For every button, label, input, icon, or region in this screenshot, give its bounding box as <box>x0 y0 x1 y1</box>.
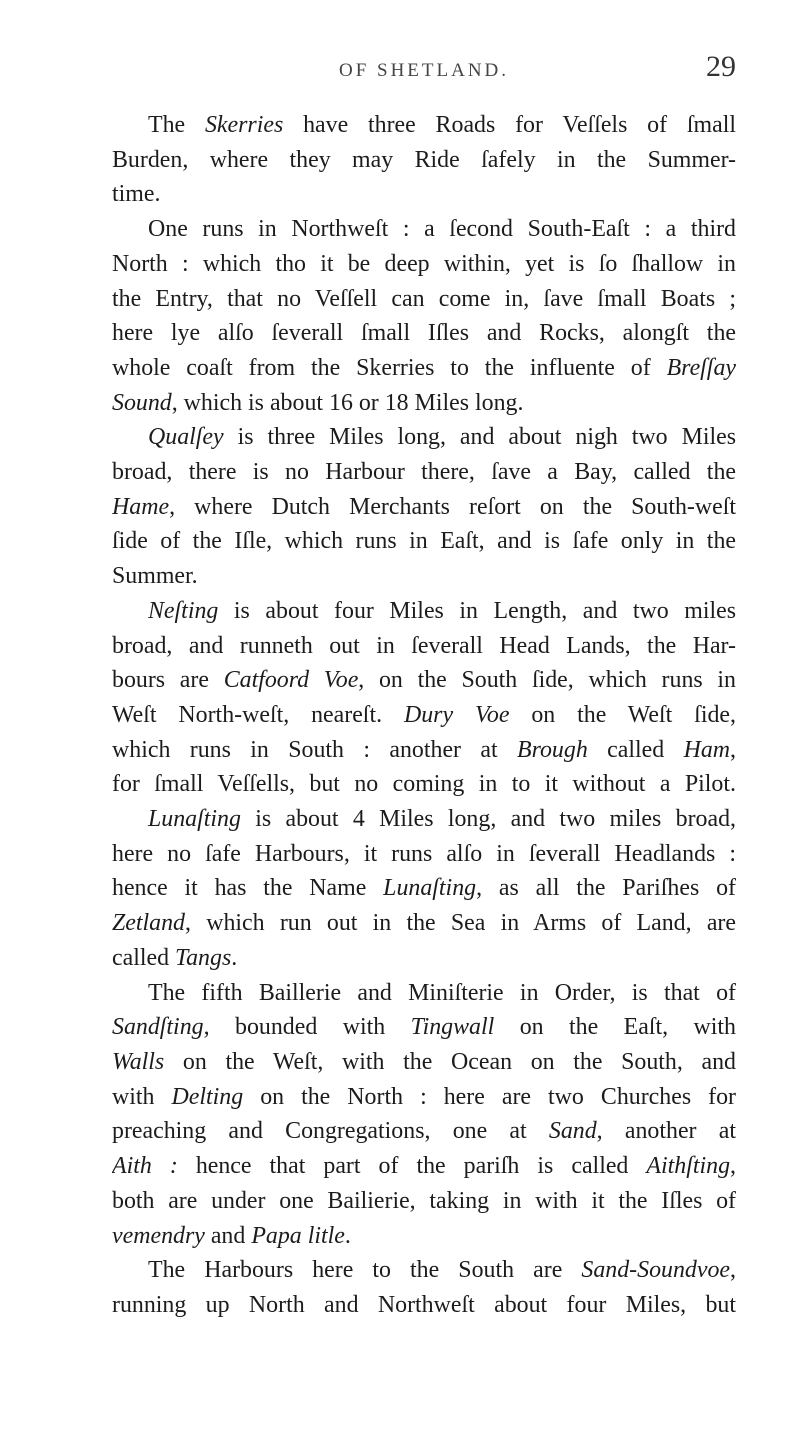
text-run: Burden, where they may Ride ſafely in the Summer- <box>112 146 736 173</box>
text-line <box>112 871 736 906</box>
text-run: , which is about 16 or 18 Miles long. <box>171 389 524 416</box>
text-line <box>112 733 736 768</box>
italic-text: Tingwall <box>410 1014 495 1041</box>
text-line <box>112 316 736 351</box>
text-run: on the Weſt, with the Ocean on the South, and <box>164 1048 736 1075</box>
italic-text: Qualſey <box>148 424 224 451</box>
text-run: . <box>231 944 238 971</box>
text-run: , <box>730 1153 736 1180</box>
text-run: the Entry, that no Veſſell can come in, ſave ſmall Boats ; <box>112 285 736 312</box>
italic-text: Zetland <box>112 910 186 937</box>
italic-text: Neſting <box>148 597 219 624</box>
italic-text: vemendry <box>112 1222 205 1249</box>
text-line <box>112 1114 736 1149</box>
text-line <box>112 524 736 559</box>
body-text <box>112 108 736 1323</box>
text-run: North : which tho it be deep within, yet is ſo ſhallow in <box>112 250 736 277</box>
text-run: , <box>730 1257 736 1284</box>
text-line <box>112 247 736 282</box>
italic-text: Sand <box>548 1118 597 1145</box>
text-run: , on the South ſide, which runs in <box>358 667 736 694</box>
text-line <box>112 837 736 872</box>
italic-text: Papa litle <box>251 1222 345 1249</box>
text-run: for ſmall Veſſells, but no coming in to it without a Pilot. <box>112 771 736 798</box>
italic-text: Lunaſting <box>148 806 241 833</box>
text-run: is about 4 Miles long, and two miles broad, <box>240 806 736 833</box>
text-run: ſide of the Iſle, which runs in Eaſt, and is ſafe only in the <box>112 528 736 555</box>
text-line <box>112 767 736 802</box>
italic-text: Skerries <box>204 112 284 138</box>
text-line <box>112 629 736 664</box>
text-run: hence that part of the pariſh is called <box>177 1153 647 1180</box>
text-line <box>112 1288 736 1323</box>
text-run: Summer. <box>112 563 198 590</box>
italic-text: Aithſting <box>646 1153 731 1180</box>
text-line <box>112 1045 736 1080</box>
text-run: with <box>112 1083 172 1110</box>
text-run: The <box>148 112 205 138</box>
text-run: whole coaſt from the Skerries to the influente of <box>112 354 667 381</box>
text-run: , another at <box>596 1118 736 1145</box>
text-run: both are under one Bailierie, taking in with it the Iſles of <box>112 1187 736 1214</box>
italic-text: Sand-Soundvoe <box>581 1257 731 1284</box>
text-run: have three Roads for Veſſels of ſmall <box>283 112 736 138</box>
italic-text: Aith : <box>112 1153 178 1180</box>
text-line <box>112 1253 736 1288</box>
text-run: on the Eaſt, with <box>494 1014 736 1041</box>
text-line <box>112 1010 736 1045</box>
text-run: hence it has the Name <box>112 875 384 902</box>
italic-text: Hame <box>112 493 170 520</box>
text-run: called <box>112 944 176 971</box>
text-line <box>112 282 736 317</box>
text-run: bours are <box>112 667 224 694</box>
text-run: here no ſafe Harbours, it runs alſo in ſeverall Headlands : <box>112 840 736 867</box>
italic-text: Lunaſting <box>383 875 477 902</box>
text-line <box>112 976 736 1011</box>
text-line <box>112 663 736 698</box>
text-run: , as all the Pariſhes of <box>476 875 736 902</box>
page-number: 29 <box>706 50 736 83</box>
text-line <box>112 386 736 421</box>
italic-text: Dury Voe <box>403 701 510 728</box>
text-run: . <box>344 1222 351 1249</box>
text-run: The Harbours here to the South are <box>148 1257 582 1284</box>
italic-text: Tangs <box>175 944 232 971</box>
text-line <box>112 1080 736 1115</box>
italic-text: Ham <box>683 736 731 763</box>
text-line <box>112 143 736 178</box>
text-line <box>112 559 736 594</box>
text-run: , where Dutch Merchants reſort on the South-weſt <box>169 493 736 520</box>
text-run: broad, there is no Harbour there, ſave a Bay, called the <box>112 459 736 486</box>
text-line <box>112 108 736 143</box>
italic-text: Breſſay <box>666 354 736 381</box>
text-line <box>112 351 736 386</box>
text-run: , which run out in the Sea in Arms of Land, are <box>185 910 736 937</box>
text-run: here lye alſo ſeverall ſmall Iſles and Rocks, alongſt the <box>112 320 736 347</box>
text-run: is three Miles long, and about nigh two Miles <box>223 424 736 451</box>
text-line <box>112 212 736 247</box>
text-run: and <box>204 1222 252 1249</box>
running-head: OF SHETLAND. <box>338 60 510 81</box>
text-run: , bounded with <box>203 1014 411 1041</box>
text-run: on the North : here are two Churches for <box>243 1083 736 1110</box>
text-line <box>112 1219 736 1254</box>
text-run: The fifth Baillerie and Miniſterie in Order, is that of <box>148 979 736 1006</box>
italic-text: Catfoord Voe <box>223 667 359 694</box>
text-line <box>112 1149 736 1184</box>
text-run: called <box>587 736 684 763</box>
italic-text: Walls <box>112 1048 165 1075</box>
text-run: Weſt North-weſt, neareſt. <box>112 701 404 728</box>
text-line <box>112 177 736 212</box>
text-run: which runs in South : another at <box>112 736 517 763</box>
text-run: One runs in Northweſt : a ſecond South-Eaſt : a third <box>148 216 736 243</box>
text-line <box>112 420 736 455</box>
text-run: broad, and runneth out in ſeverall Head Lands, the Har- <box>112 632 736 659</box>
italic-text: Brough <box>516 736 588 763</box>
italic-text: Sandſting <box>112 1014 204 1041</box>
text-run: is about four Miles in Length, and two miles <box>218 597 736 624</box>
italic-text: Delting <box>171 1083 244 1110</box>
text-line <box>112 698 736 733</box>
text-line <box>112 455 736 490</box>
page-header <box>112 50 736 90</box>
text-run: , <box>730 736 736 763</box>
text-run: running up North and Northweſt about four Miles, but <box>112 1291 736 1318</box>
text-line <box>112 490 736 525</box>
text-run: time. <box>112 181 161 208</box>
italic-text: Sound <box>112 389 172 416</box>
text-run: preaching and Congregations, one at <box>112 1118 549 1145</box>
text-line <box>112 802 736 837</box>
text-line <box>112 906 736 941</box>
text-line <box>112 1184 736 1219</box>
text-run: on the Weſt ſide, <box>509 701 736 728</box>
text-line <box>112 594 736 629</box>
text-line <box>112 941 736 976</box>
